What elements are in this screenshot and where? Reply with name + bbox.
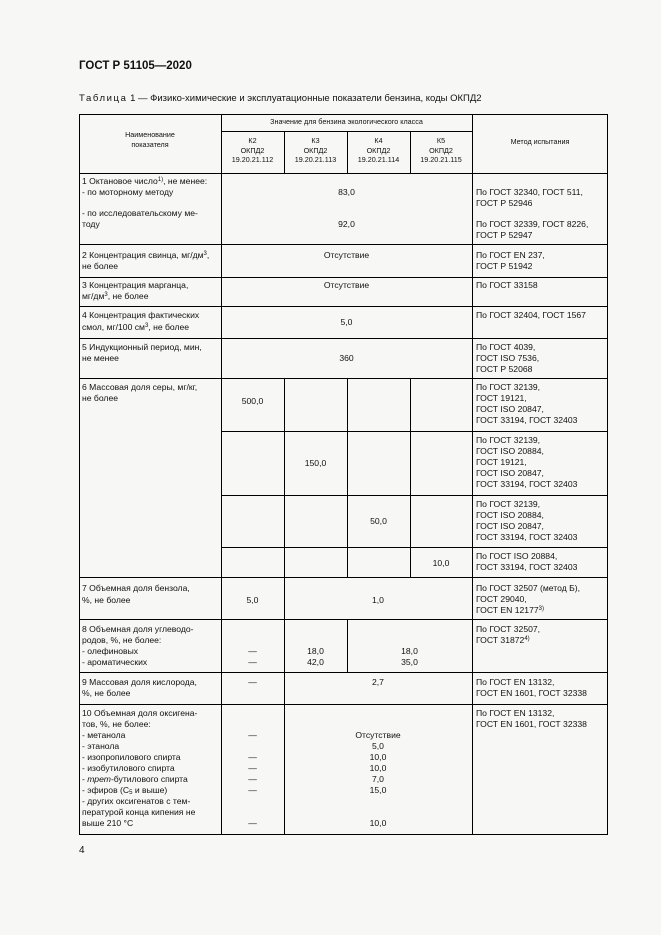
- row-lead-method-a: По ГОСТ EN 237,: [476, 250, 545, 260]
- header-class-k5: К5 ОКПД2 19.20.21.115: [420, 136, 462, 165]
- row-hydrocarbons-aromatics: - ароматических: [82, 657, 148, 667]
- row-hydrocarbons-method-b: ГОСТ 31872$^{4)}$: [476, 635, 530, 645]
- standard-title: ГОСТ Р 51105—2020: [79, 60, 192, 72]
- row-manganese-name-a: 3 Концентрация марганца,: [82, 280, 189, 290]
- row-oxygenates-k2-values: — — — — —: [248, 730, 257, 795]
- row-lead-name-a: 2 Концентрация свинца, $мг/дм^3$,: [82, 250, 210, 260]
- row-manganese-method: По ГОСТ 33158: [476, 280, 538, 290]
- row-oxygenates-other-a: - других оксигенатов с тем-: [82, 796, 191, 806]
- row-lead-value: Отсутствие: [323, 250, 370, 260]
- row-oxygenates-k3-k5-values: Отсутствие 5,0 10,0 10,0 7,0 15,0: [355, 730, 401, 795]
- row-induction-value: 360: [339, 353, 354, 363]
- row-induction-name-a: 5 Индукционный период, мин,: [82, 342, 202, 352]
- row-oxygen-method-b: ГОСТ EN 1601, ГОСТ 32338: [476, 688, 587, 698]
- row-oxygenates-k3-k5-other: 10,0: [369, 818, 387, 828]
- row-octane-research-value: 92,0: [338, 219, 355, 229]
- properties-table: [79, 114, 608, 835]
- row-oxygenates-ethers: - эфиров ($С_5$ и выше): [82, 785, 168, 796]
- row-oxygenates-tert-butanol: - трет-бутилового спирта: [82, 774, 188, 784]
- row-hydrocarbons-aromatics-k4-k5: 35,0: [401, 657, 418, 667]
- row-manganese-name-b: $мг/дм^3$, не более: [82, 291, 149, 301]
- row-oxygenates-other-c: выше 210 °С: [82, 818, 134, 828]
- row-hydrocarbons-olefins-k4-k5: 18,0: [401, 646, 418, 656]
- row-benzene-name-a: 7 Объемная доля бензола,: [82, 583, 190, 593]
- row-hydrocarbons-olefins: - олефиновых: [82, 646, 139, 656]
- row-oxygenates-method-b: ГОСТ EN 1601, ГОСТ 32338: [476, 719, 587, 729]
- page-number: 4: [79, 845, 85, 856]
- row-sulfur-k3: 150,0: [304, 458, 327, 468]
- row-oxygenates-ethanol: - этанола: [82, 741, 120, 751]
- header-value-group: Значение для бензина экологического класса: [270, 117, 423, 126]
- row-hydrocarbons-name-b: родов, %, не более:: [82, 635, 162, 645]
- header-name-col: Наименование показателя: [125, 130, 175, 149]
- table-caption-text: 1 — Физико-химические и эксплуатационные показатели бензина, коды ОКПД2: [130, 93, 482, 104]
- row-sulfur-method-3: По ГОСТ 32139, ГОСТ ISO 20884, ГОСТ ISO 20847, ГОСТ 33194, ГОСТ 32403: [476, 499, 578, 542]
- row-oxygenates-isobutanol: - изобутилового спирта: [82, 763, 175, 773]
- row-oxygenates-method-a: По ГОСТ EN 13132,: [476, 708, 555, 718]
- row-oxygenates-isopropanol: - изопропилового спирта: [82, 752, 181, 762]
- row-benzene-method-b: ГОСТ 29040,: [476, 594, 527, 604]
- row-oxygen-k2: —: [248, 677, 257, 687]
- row-hydrocarbons-method-a: По ГОСТ 32507,: [476, 624, 541, 634]
- row-gums-method: По ГОСТ 32404, ГОСТ 1567: [476, 310, 586, 320]
- row-benzene-k3-k5: 1,0: [372, 595, 384, 605]
- row-lead-name-b: не более: [82, 261, 118, 271]
- row-octane-method-1b: ГОСТ Р 52946: [476, 198, 533, 208]
- row-induction-method-b: ГОСТ ISO 7536,: [476, 353, 540, 363]
- row-oxygenates-other-b: пературой конца кипения не: [82, 807, 196, 817]
- row-benzene-method-c: ГОСТ EN 12177$^{3)}$: [476, 605, 544, 615]
- table-caption: [79, 93, 482, 104]
- row-sulfur-k5: 10,0: [432, 558, 450, 568]
- row-induction-method-a: По ГОСТ 4039,: [476, 342, 536, 352]
- row-lead-method-b: ГОСТ Р 51942: [476, 261, 533, 271]
- row-octane-method-1a: По ГОСТ 32340, ГОСТ 511,: [476, 187, 583, 197]
- row-octane-motor-value: 83,0: [338, 187, 355, 197]
- row-gums-value: 5,0: [340, 317, 353, 327]
- row-benzene-method-a: По ГОСТ 32507 (метод Б),: [476, 583, 581, 593]
- row-octane-research-b: тоду: [82, 219, 100, 229]
- row-sulfur-method-1: По ГОСТ 32139, ГОСТ 19121, ГОСТ ISO 20847, ГОСТ 33194, ГОСТ 32403: [476, 382, 578, 425]
- row-sulfur-method-2: По ГОСТ 32139, ГОСТ ISO 20884, ГОСТ 19121, ГОСТ ISO 20847, ГОСТ 33194, ГОСТ 32403: [476, 435, 578, 489]
- row-hydrocarbons-aromatics-k3: 42,0: [307, 657, 324, 667]
- row-sulfur-k2: 500,0: [241, 396, 264, 406]
- row-octane-research-a: - по исследовательскому ме-: [82, 208, 198, 218]
- row-gums-name-b: смол, мг/100 $см^3$, не более: [82, 322, 190, 332]
- row-sulfur-method-4: По ГОСТ ISO 20884, ГОСТ 33194, ГОСТ 32403: [476, 551, 578, 572]
- header-method-col: Метод испытания: [510, 137, 570, 146]
- header-class-k4: К4 ОКПД2 19.20.21.114: [357, 136, 400, 165]
- row-hydrocarbons-olefins-k2: —: [248, 646, 257, 656]
- row-oxygenates-name-a: 10 Объемная доля оксигена-: [82, 708, 198, 718]
- row-sulfur-name-b: не более: [82, 393, 118, 403]
- header-class-k3: К3 ОКПД2 19.20.21.113: [294, 136, 337, 165]
- row-oxygen-name-b: %, не более: [82, 688, 131, 698]
- row-induction-name-b: не менее: [82, 353, 119, 363]
- row-induction-method-c: ГОСТ Р 52068: [476, 364, 533, 374]
- row-octane-method-2b: ГОСТ Р 52947: [476, 230, 533, 240]
- row-octane-motor: - по моторному методу: [82, 187, 174, 197]
- row-hydrocarbons-olefins-k3: 18,0: [307, 646, 324, 656]
- row-oxygen-name-a: 9 Массовая доля кислорода,: [82, 677, 197, 687]
- row-sulfur-k4: 50,0: [370, 516, 387, 526]
- row-oxygenates-name-b: тов, %, не более:: [82, 719, 151, 729]
- row-oxygenates-methanol: - метанола: [82, 730, 126, 740]
- row-octane-name: 1 Октановое число$^{1)}$, не менее:: [82, 176, 208, 186]
- row-benzene-k2: 5,0: [246, 595, 259, 605]
- header-class-k2: К2 ОКПД2 19.20.21.112: [231, 136, 274, 165]
- row-octane-method-2a: По ГОСТ 32339, ГОСТ 8226,: [476, 219, 589, 229]
- row-hydrocarbons-name-a: 8 Объемная доля углеводо-: [82, 624, 194, 634]
- row-oxygen-method-a: По ГОСТ EN 13132,: [476, 677, 555, 687]
- row-oxygenates-k2-other: —: [248, 818, 257, 828]
- row-manganese-value: Отсутствие: [323, 280, 370, 290]
- row-sulfur-name-a: 6 Массовая доля серы, мг/кг,: [82, 382, 198, 392]
- row-benzene-name-b: %, не более: [82, 595, 131, 605]
- row-oxygen-k3-k5: 2,7: [372, 677, 384, 687]
- table-label: Таблица: [79, 93, 128, 104]
- row-hydrocarbons-aromatics-k2: —: [248, 657, 257, 667]
- row-gums-name-a: 4 Концентрация фактических: [82, 310, 200, 320]
